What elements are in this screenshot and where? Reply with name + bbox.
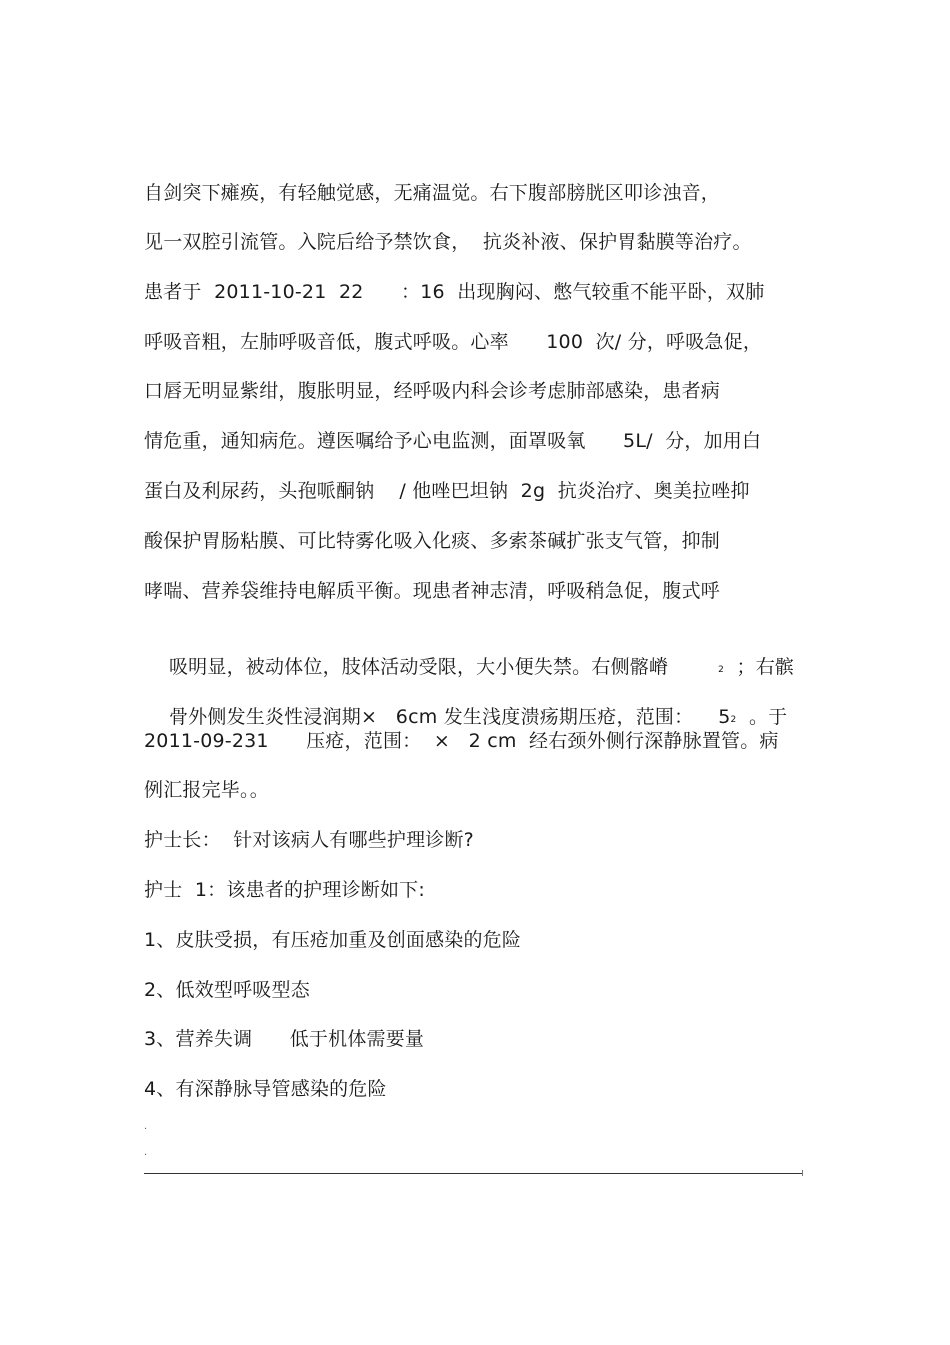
list-item: 2、低效型呼吸型态 — [144, 979, 310, 1001]
text-segment: 。于 — [736, 706, 788, 728]
text-line: 哮喘、营养袋维持电解质平衡。现患者神志清，呼吸稍急促，腹式呼 — [144, 580, 721, 602]
text-line: 护士 1：该患者的护理诊断如下: — [144, 879, 425, 901]
text-line: 自剑突下瘫痪，有轻触觉感，无痛温觉。右下腹部膀胱区叩诊浊音， — [144, 182, 721, 204]
text-segment: ；右髌 — [724, 656, 795, 678]
text-line: 呼吸音粗，左肺呼吸音低，腹式呼吸。心率 100 次/ 分，呼吸急促， — [144, 331, 763, 353]
text-segment: 吸明显，被动体位，肢体活动受限，大小便失禁。右侧髂嵴 — [168, 656, 719, 678]
text-line: 口唇无明显紫绀，腹胀明显，经呼吸内科会诊考虑肺部感染，患者病 — [144, 380, 721, 402]
text-line: 患者于 2011-10-21 22 ：16 出现胸闷、憋气较重不能平卧，双肺 — [144, 281, 765, 303]
superscript: 2 — [718, 665, 725, 675]
text-line: 见一双腔引流管。入院后给予禁饮食， 抗炎补液、保护胃黏膜等治疗。 — [144, 231, 752, 253]
text-segment: 骨外侧发生炎性浸润期× 6cm 发生浅度溃疡期压疮，范围： 5 — [168, 706, 731, 728]
text-line: 酸保护胃肠粘膜、可比特雾化吸入化痰、多索茶碱扩张支气管，抑制 — [144, 530, 721, 552]
dot-mark: . — [144, 1147, 148, 1158]
footer-divider — [144, 1173, 802, 1174]
superscript: 2 — [730, 715, 737, 725]
list-item: 4、有深静脉导管感染的危险 — [144, 1078, 387, 1100]
list-item: 1、皮肤受损，有压疮加重及创面感染的危险 — [144, 929, 522, 951]
text-line: 2011-09-231 压疮，范围： × 2 cm 经右颈外侧行深静脉置管。病 — [144, 730, 779, 752]
text-line: 蛋白及利尿药，头孢哌酮钠 / 他唑巴坦钠 2g 抗炎治疗、奥美拉唑抑 — [144, 480, 750, 502]
divider-end-tick — [802, 1170, 803, 1176]
text-line: 护士长： 针对该病人有哪些护理诊断? — [144, 829, 474, 851]
text-line: 情危重，通知病危。遵医嘱给予心电监测，面罩吸氧 5L/ 分，加用白 — [144, 430, 762, 452]
list-item: 3、营养失调 低于机体需要量 — [144, 1028, 425, 1050]
text-line: 例汇报完毕。。 — [144, 779, 269, 801]
dot-mark: . — [144, 1121, 148, 1132]
